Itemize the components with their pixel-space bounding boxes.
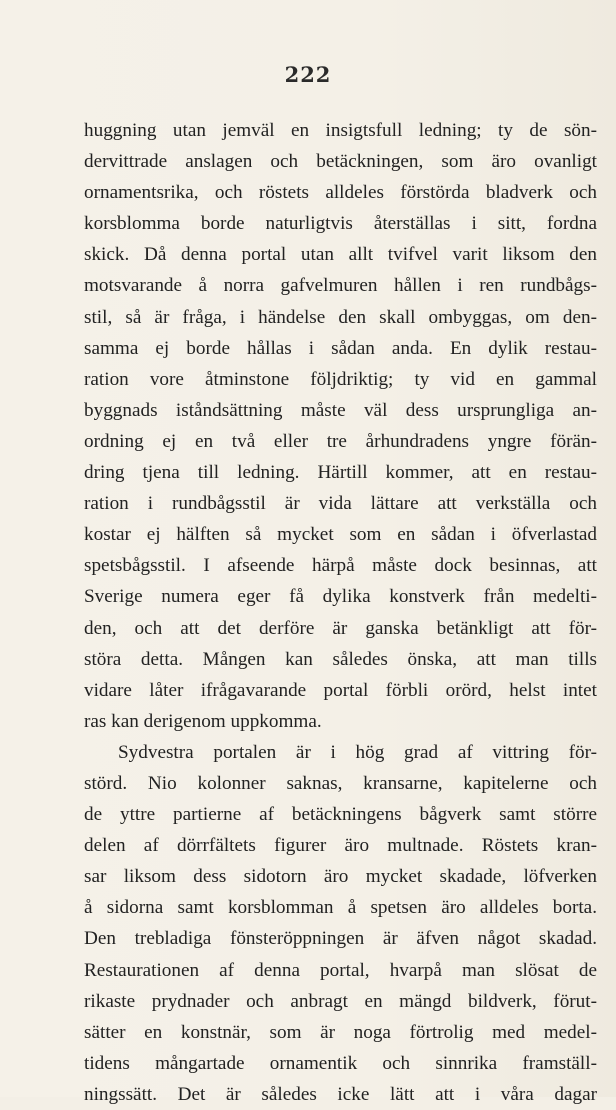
- text-line: huggning utan jemväl en insigtsfull ledning; ty de sön-: [84, 120, 597, 141]
- text-line: Sverige numera eger få dylika konstverk från medelti-: [84, 586, 597, 608]
- text-line: sar liksom dess sidotorn äro mycket skadade, löfverken: [84, 866, 597, 888]
- paragraph-start-line: Sydvestra portalen är i hög grad af vittring för-: [118, 741, 597, 763]
- body-text: [84, 115, 597, 1110]
- text-line: skick. Då denna portal utan allt tvifvel varit liksom den: [84, 244, 597, 266]
- text-line: den, och att det derföre är ganska betänkligt att för-: [84, 617, 597, 639]
- text-line: tidens mångartade ornamentik och sinnrika framställ-: [84, 1052, 597, 1074]
- text-line: ordning ej en två eller tre århundradens yngre förän-: [84, 430, 597, 452]
- text-line: samma ej borde hållas i sådan anda. En dylik restau-: [84, 337, 597, 359]
- text-line: dring tjena till ledning. Härtill kommer, att en restau-: [84, 462, 597, 484]
- text-line: störa detta. Mången kan således önska, att man tills: [84, 648, 597, 670]
- text-line: delen af dörrfältets figurer äro multnade. Röstets kran-: [84, 835, 597, 857]
- text-line: stil, så är fråga, i händelse den skall ombyggas, om den-: [84, 306, 597, 328]
- text-line: ration vore åtminstone följdriktig; ty vid en gammal: [84, 368, 597, 390]
- page-number: 222: [284, 62, 332, 87]
- text-line: ningssätt. Det är således icke lätt att i våra dagar: [84, 1083, 597, 1105]
- text-line: ornamentsrika, och röstets alldeles förstörda bladverk och: [84, 182, 597, 204]
- text-line: å sidorna samt korsblomman å spetsen äro alldeles borta.: [84, 897, 597, 919]
- paragraph-end-line: ras kan derigenom uppkomma.: [84, 710, 322, 732]
- text-line: kostar ej hälften så mycket som en sådan i öfverlastad: [84, 524, 597, 546]
- text-line: motsvarande å norra gafvelmuren hållen i ren rundbågs-: [84, 275, 597, 297]
- text-line: rikaste prydnader och anbragt en mängd bildverk, förut-: [84, 990, 597, 1012]
- text-line: dervittrade anslagen och betäckningen, som äro ovanligt: [84, 151, 597, 173]
- text-line: sätter en konstnär, som är noga förtrolig med medel-: [84, 1021, 597, 1043]
- text-line: ration i rundbågsstil är vida lättare att verkställa och: [84, 493, 597, 515]
- text-line: Den trebladiga fönsteröppningen är äfven något skadad.: [84, 928, 597, 950]
- text-line: de yttre partierne af betäckningens bågverk samt större: [84, 804, 597, 826]
- text-line: korsblomma borde naturligtvis återställas i sitt, fordna: [84, 213, 597, 235]
- text-line: störd. Nio kolonner saknas, kransarne, kapitelerne och: [84, 772, 597, 794]
- text-line: Restaurationen af denna portal, hvarpå man slösat de: [84, 959, 597, 981]
- text-line: spetsbågsstil. I afseende härpå måste dock besinnas, att: [84, 555, 597, 577]
- text-line: vidare låter ifrågavarande portal förbli orörd, helst intet: [84, 679, 597, 701]
- text-line: byggnads iståndsättning måste väl dess ursprungliga an-: [84, 399, 597, 421]
